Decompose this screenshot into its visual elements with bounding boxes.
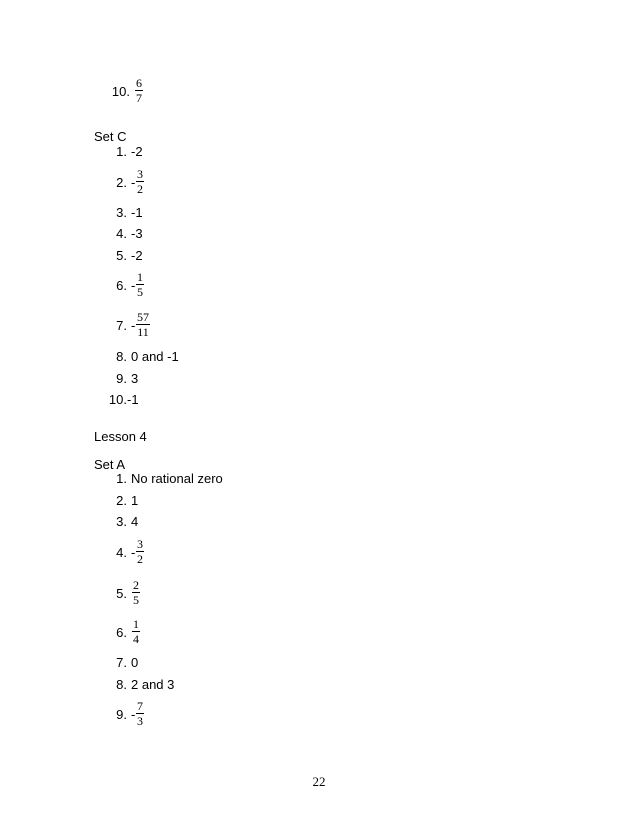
fraction bbox=[136, 537, 144, 566]
answer-value: 2 and 3 bbox=[131, 677, 175, 692]
lesson-heading: Lesson 4 bbox=[94, 429, 147, 444]
answer-value: 0 and -1 bbox=[131, 349, 179, 364]
numerator: 1 bbox=[133, 617, 139, 631]
item-number: 3. bbox=[116, 514, 127, 529]
answer-value: 4 bbox=[131, 514, 139, 529]
minus-sign: - bbox=[131, 278, 136, 293]
answer-item bbox=[0, 545, 638, 561]
answer-item bbox=[0, 349, 638, 365]
answer-item bbox=[0, 471, 638, 487]
answer-value: -3 bbox=[131, 226, 143, 241]
answer-value: -2 bbox=[131, 248, 143, 263]
fraction bbox=[136, 270, 144, 299]
answer-item bbox=[0, 318, 638, 334]
denominator: 2 bbox=[137, 552, 143, 566]
item-number: 5. bbox=[116, 248, 127, 263]
minus-sign: - bbox=[131, 175, 136, 190]
item-number: 1. bbox=[116, 471, 127, 486]
numerator: 3 bbox=[137, 167, 143, 181]
denominator: 5 bbox=[133, 593, 139, 607]
answer-item bbox=[0, 392, 638, 408]
denominator: 3 bbox=[137, 714, 143, 728]
section-heading: Set A bbox=[94, 457, 126, 472]
item-number: 3. bbox=[116, 205, 127, 220]
section-heading: Set C bbox=[94, 129, 127, 144]
item-number: 1. bbox=[116, 144, 127, 159]
item-number: 5. bbox=[116, 586, 127, 601]
item-number: 10. bbox=[108, 392, 127, 407]
fraction bbox=[135, 76, 143, 105]
answer-item bbox=[0, 625, 638, 641]
minus-sign: - bbox=[131, 707, 136, 722]
answer-item bbox=[0, 586, 638, 602]
answer-item bbox=[0, 205, 638, 221]
fraction bbox=[136, 699, 144, 728]
answer-item bbox=[0, 175, 638, 191]
numerator: 3 bbox=[137, 537, 143, 551]
answer-value: 1 bbox=[131, 493, 139, 508]
item-number: 8. bbox=[116, 349, 127, 364]
denominator: 11 bbox=[137, 325, 149, 339]
denominator: 5 bbox=[137, 285, 143, 299]
answer-value: -1 bbox=[127, 392, 139, 407]
answer-value: -1 bbox=[131, 205, 143, 220]
item-number: 2. bbox=[116, 175, 127, 190]
item-number: 6. bbox=[116, 625, 127, 640]
denominator: 2 bbox=[137, 182, 143, 196]
numerator: 57 bbox=[137, 310, 149, 324]
fraction bbox=[132, 578, 140, 607]
page-number: 22 bbox=[312, 774, 326, 789]
answer-value: 0 bbox=[131, 655, 139, 670]
item-number: 7. bbox=[116, 318, 127, 333]
item-number: 4. bbox=[116, 226, 127, 241]
answer-item bbox=[0, 493, 638, 509]
fraction bbox=[136, 167, 144, 196]
denominator: 4 bbox=[133, 632, 139, 646]
answer-value: No rational zero bbox=[131, 471, 223, 486]
answer-value: 3 bbox=[131, 371, 139, 386]
numerator: 2 bbox=[133, 578, 139, 592]
answer-item bbox=[0, 248, 638, 264]
answer-item bbox=[0, 371, 638, 387]
numerator: 6 bbox=[136, 76, 142, 90]
item-number: 7. bbox=[116, 655, 127, 670]
item-number: 10. bbox=[111, 84, 130, 99]
numerator: 1 bbox=[137, 270, 143, 284]
item-number: 2. bbox=[116, 493, 127, 508]
minus-sign: - bbox=[131, 318, 136, 333]
answer-item bbox=[0, 144, 638, 160]
minus-sign: - bbox=[131, 545, 136, 560]
answer-item bbox=[0, 655, 638, 671]
item-number: 4. bbox=[116, 545, 127, 560]
answer-item bbox=[0, 226, 638, 242]
answer-item bbox=[0, 514, 638, 530]
fraction bbox=[136, 310, 150, 339]
fraction bbox=[132, 617, 140, 646]
answer-item bbox=[0, 278, 638, 294]
item-number: 9. bbox=[116, 371, 127, 386]
item-number: 6. bbox=[116, 278, 127, 293]
item-number: 8. bbox=[116, 677, 127, 692]
answer-value: -2 bbox=[131, 144, 143, 159]
numerator: 7 bbox=[137, 699, 143, 713]
denominator: 7 bbox=[136, 91, 142, 105]
answer-item bbox=[0, 84, 638, 100]
item-number: 9. bbox=[116, 707, 127, 722]
answer-item bbox=[0, 677, 638, 693]
answer-item bbox=[0, 707, 638, 723]
